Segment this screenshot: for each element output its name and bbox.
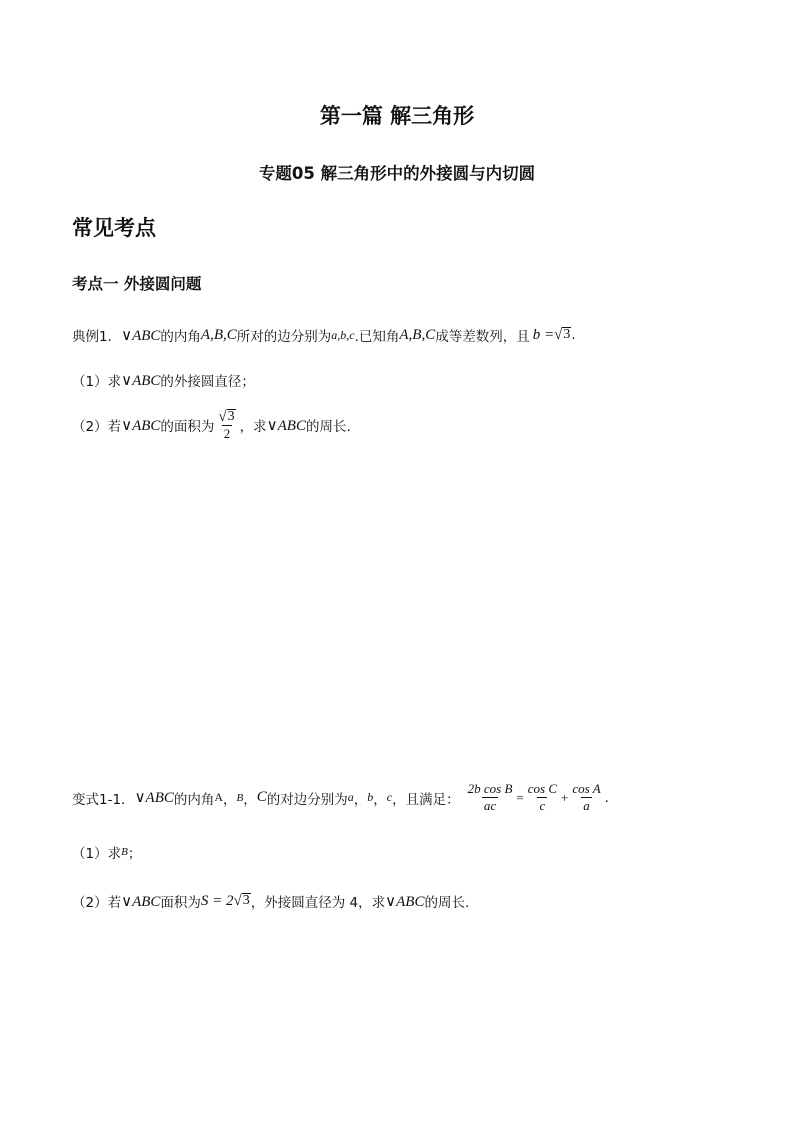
point-heading: 考点一 外接圆问题 <box>72 275 202 293</box>
text-segment: .已知角 <box>354 329 400 345</box>
triangle-symbol: ∨ABC <box>121 327 161 344</box>
side-b: b <box>367 790 374 804</box>
fraction-sqrt3-over-2 <box>216 409 237 442</box>
plus-sign: + <box>561 789 569 805</box>
side-a: a <box>347 790 354 804</box>
variant-1-1-question-2 <box>72 891 469 911</box>
radical-sign: √ <box>554 326 563 343</box>
fraction-denominator: a <box>583 798 590 813</box>
angle-a: A <box>214 790 224 804</box>
text-segment: 的对边分别为 <box>266 791 348 808</box>
page-title: 第一篇 解三角形 <box>319 104 475 128</box>
example-1-question-1 <box>72 370 255 390</box>
variant-label: 变式1-1． <box>72 791 135 808</box>
variant-1-1-question-1 <box>72 842 141 862</box>
text-segment: 的内角 <box>173 791 215 808</box>
period: . <box>571 327 576 343</box>
fraction-denominator: ac <box>483 798 497 813</box>
triangle-symbol: ∨ABC <box>121 417 161 434</box>
example-1-statement <box>72 325 576 345</box>
topic-subtitle: 专题05 解三角形中的外接圆与内切圆 <box>258 164 536 183</box>
text-segment: 的周长. <box>305 419 351 436</box>
fraction-numerator: cos C <box>527 781 557 796</box>
triangle-symbol: ∨ABC <box>121 372 161 389</box>
angles-var-2: A,B,C <box>399 326 436 343</box>
radicand: 3 <box>242 893 250 909</box>
sqrt-3 <box>234 893 251 909</box>
text-segment: ； <box>127 846 142 862</box>
b-equals: b = <box>532 326 555 343</box>
text-segment: 的内角 <box>160 329 201 345</box>
text-segment: 的周长. <box>424 895 470 911</box>
text-segment: ，且满足： <box>392 791 460 808</box>
radicand: 3 <box>563 327 571 343</box>
variant-1-1-statement <box>72 781 609 814</box>
question-number: （1） <box>72 846 108 862</box>
text-segment: 的外接圆直径； <box>160 374 255 390</box>
sides-var: a,b,c <box>331 327 355 342</box>
area-expression: S = 2 <box>200 892 234 909</box>
fraction-cosa-over-a <box>570 781 602 814</box>
side-c: c <box>386 790 393 804</box>
fraction-denominator: 2 <box>223 425 231 441</box>
period: . <box>604 789 609 806</box>
separator: ， <box>353 791 368 808</box>
separator: ， <box>243 791 257 808</box>
question-number: （1） <box>72 374 108 390</box>
fraction-numerator <box>216 409 237 425</box>
fraction-denominator: c <box>539 798 546 813</box>
fraction-numerator: 2b cos B <box>467 781 513 796</box>
text-segment: 若 <box>107 419 122 436</box>
text-segment: 成等差数列，且 <box>435 329 530 345</box>
section-heading: 常见考点 <box>72 216 156 240</box>
text-segment: ，外接圆直径为 4，求 <box>250 895 386 911</box>
text-segment: 的面积为 <box>160 419 215 436</box>
radical-sign: √ <box>233 892 242 909</box>
angles-var: A,B,C <box>200 326 237 343</box>
sqrt-3 <box>554 327 571 343</box>
angle-c: C <box>256 789 267 805</box>
text-segment: 面积为 <box>160 895 201 911</box>
angle-b: B <box>121 846 128 858</box>
triangle-symbol: ∨ABC <box>134 790 174 806</box>
separator: ， <box>373 791 387 808</box>
triangle-symbol: ∨ABC <box>385 893 425 910</box>
text-segment: 求 <box>107 846 122 862</box>
text-segment: 若 <box>107 895 122 911</box>
separator: ， <box>223 791 237 808</box>
radicand: 3 <box>227 409 235 424</box>
fraction-2bcosb-over-ac <box>466 781 515 814</box>
equals-sign: = <box>516 789 524 805</box>
fraction-cosc-over-c <box>526 781 559 814</box>
example-label: 典例1． <box>72 329 122 345</box>
question-number: （2） <box>72 419 108 436</box>
angle-b: B <box>236 791 244 804</box>
radical-sign: √ <box>218 408 227 425</box>
text-segment: 所对的边分别为 <box>236 329 332 345</box>
example-1-question-2 <box>72 409 351 442</box>
text-segment: ，求 <box>239 419 267 436</box>
question-number: （2） <box>72 895 108 911</box>
triangle-symbol: ∨ABC <box>121 893 161 910</box>
triangle-symbol: ∨ABC <box>266 417 306 434</box>
fraction-numerator: cos A <box>572 781 601 796</box>
text-segment: 求 <box>107 374 122 390</box>
